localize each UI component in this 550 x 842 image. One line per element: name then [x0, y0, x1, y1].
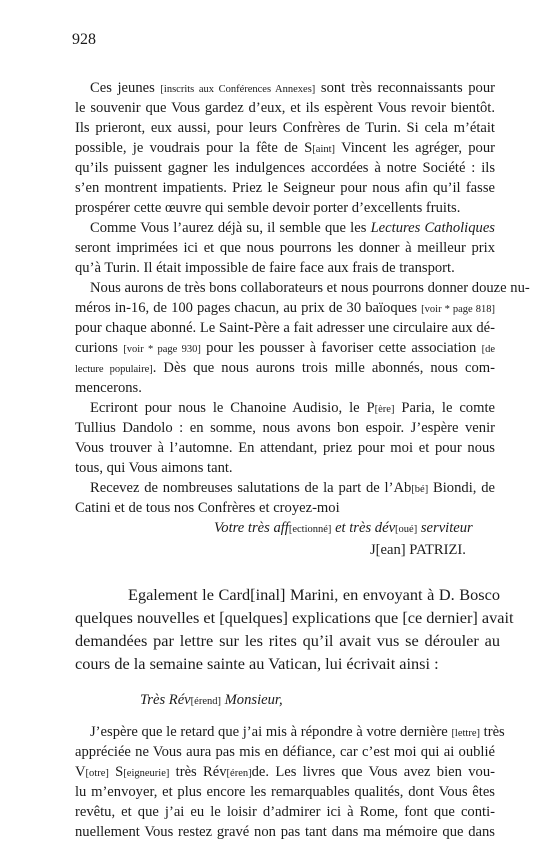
text-run: Tullius Dandolo : en somme, nous avons bon espoir. J’espère venir	[75, 420, 495, 436]
text-run: Recevez de nombreuses salutations de la part de l’Ab	[90, 480, 412, 496]
text-run: pour chaque abonné. Le Saint-Père a fait adresser une circulaire aux dé-	[75, 320, 495, 336]
text-run: demandées par lettre sur les rites qu’il avait vus se dérouler au	[75, 631, 500, 650]
text-run: le souvenir que Vous gardez d’eux, et ils espèrent Vous revoir bientôt.	[75, 100, 495, 116]
text-line	[90, 78, 495, 100]
text-line	[75, 742, 495, 762]
text-line	[75, 158, 495, 178]
text-run: Ces jeunes	[90, 80, 161, 96]
editorial-insert: [eigneurie]	[123, 768, 170, 779]
text-run: Ecriront pour nous le Chanoine Audisio, le P	[90, 400, 375, 416]
text-line	[75, 258, 495, 278]
narrative-line	[75, 630, 500, 652]
italic-text: Monsieur,	[220, 692, 283, 708]
text-line	[90, 278, 530, 298]
text-line	[75, 802, 495, 822]
text-line	[75, 438, 495, 458]
text-line	[75, 822, 495, 842]
editorial-insert: [voir * page 930]	[123, 344, 201, 355]
text-line	[75, 358, 495, 380]
signature-name	[370, 540, 510, 560]
text-line	[75, 298, 495, 320]
text-line	[90, 218, 495, 238]
editorial-insert: [érend]	[190, 696, 221, 707]
editorial-insert: [inscrits aux Conférences Annexes]	[160, 84, 316, 95]
salutation	[140, 690, 440, 712]
narrative-line	[75, 653, 500, 675]
text-run: quelques nouvelles et [quelques] explications que [ce dernier] avait	[75, 608, 514, 627]
text-run: sont très reconnaissants pour	[315, 80, 495, 96]
text-line	[75, 338, 495, 360]
text-line	[75, 198, 495, 218]
text-line	[90, 398, 495, 420]
text-run: revêtu, et que j’ai eu le loisir d’admirer ici à Rome, font que conti-	[75, 804, 495, 820]
text-line	[75, 782, 495, 802]
text-line	[75, 98, 495, 118]
text-line	[75, 458, 495, 478]
text-run: Ils prieront, eux aussi, pour leurs Confrères de Turin. Si cela m’était	[75, 120, 495, 136]
editorial-insert: [aint]	[312, 144, 336, 155]
editorial-insert: [otre]	[85, 768, 109, 779]
text-run: lu m’envoyer, et plus encore les remarquables qualités, dont Vous êtes	[75, 784, 495, 800]
text-run: cours de la semaine sainte au Vatican, lui écrivait ainsi :	[75, 654, 439, 673]
text-run: tous, qui Vous aimons tant.	[75, 460, 233, 476]
text-run: qu’ils puissent gagner les indulgences accordées à notre Société : ils	[75, 160, 495, 176]
text-run: Vincent les agréger, pour	[335, 140, 496, 156]
editorial-insert: [lettre]	[451, 728, 480, 739]
text-run: Biondi, de	[428, 480, 495, 496]
text-run: mencerons.	[75, 380, 142, 396]
text-run: Paria, le comte	[394, 400, 495, 416]
text-run: prospérer cette œuvre qui semble devoir porter d’excellents fruits.	[75, 200, 461, 216]
text-line	[75, 138, 495, 160]
text-run: méros in-16, de 100 pages chacun, au prix de 30 baïoques	[75, 300, 422, 316]
editorial-insert: [ectionné]	[288, 524, 332, 535]
text-run: nuellement Vous restez gravé non pas tant dans ma mémoire que dans	[75, 824, 495, 840]
text-line	[75, 118, 495, 138]
text-run: curions	[75, 340, 124, 356]
editorial-insert: [de	[481, 344, 495, 355]
text-run: Comme Vous l’aurez déjà su, il semble que les	[90, 220, 371, 236]
italic-text: Votre très aff	[214, 520, 289, 536]
italic-text: serviteur	[417, 520, 473, 536]
text-run: Nous aurons de très bons collaborateurs et nous pourrons donner douze nu-	[90, 280, 530, 296]
text-run: très	[480, 724, 505, 740]
text-run: de. Les livres que Vous avez bien vou-	[251, 764, 495, 780]
text-run: J[ean] PATRIZI.	[370, 542, 466, 558]
text-line	[75, 498, 495, 518]
text-run: s’en montrent impatients. Priez le Seigneur pour nous afin qu’il fasse	[75, 180, 495, 196]
text-run: V	[75, 764, 86, 780]
text-run: Egalement le Card[inal] Marini, en envoyant à D. Bosco	[128, 585, 500, 604]
text-run: Vous trouver à l’automne. En attendant, priez pour moi et pour nous	[75, 440, 495, 456]
narrative-line	[75, 607, 514, 629]
text-line	[90, 722, 505, 744]
editorial-insert: [bé]	[411, 484, 429, 495]
text-run: Catini et de tous nos Confrères et croyez-moi	[75, 500, 340, 516]
editorial-insert: [ère]	[374, 404, 395, 415]
text-run: pour les pousser à favoriser cette association	[200, 340, 482, 356]
italic-text: Lectures Catholiques	[370, 220, 495, 236]
signature-closing	[214, 518, 514, 540]
editorial-insert: [voir * page 818]	[421, 304, 495, 315]
text-run: possible, je voudrais pour la fête de S	[75, 140, 313, 156]
editorial-insert: [oué]	[395, 524, 418, 535]
text-run: . Dès que nous aurons trois mille abonnés, nous com-	[152, 360, 495, 376]
narrative-line	[128, 584, 500, 606]
text-line	[75, 318, 495, 338]
text-run: J’espère que le retard que j’ai mis à répondre à votre dernière	[90, 724, 452, 740]
italic-text: Très Rév	[140, 692, 191, 708]
text-run: seront imprimées ici et que nous pourrons les donner à meilleur prix	[75, 240, 495, 256]
page-number: 928	[72, 31, 96, 48]
italic-text: et très dév	[331, 520, 396, 536]
text-line	[75, 418, 495, 438]
editorial-insert: lecture populaire]	[75, 364, 153, 375]
text-line	[75, 238, 495, 258]
text-line	[90, 478, 495, 500]
text-run: qu’à Turin. Il était impossible de faire face aux frais de transport.	[75, 260, 455, 276]
text-run: très Rév	[169, 764, 227, 780]
text-run: appréciée ne Vous aura pas mis en défiance, car c’est moi qui ai oublié	[75, 744, 495, 760]
text-run: S	[108, 764, 124, 780]
text-line	[75, 762, 495, 784]
text-line	[75, 178, 495, 198]
editorial-insert: [éren]	[226, 768, 252, 779]
text-line	[75, 378, 495, 398]
